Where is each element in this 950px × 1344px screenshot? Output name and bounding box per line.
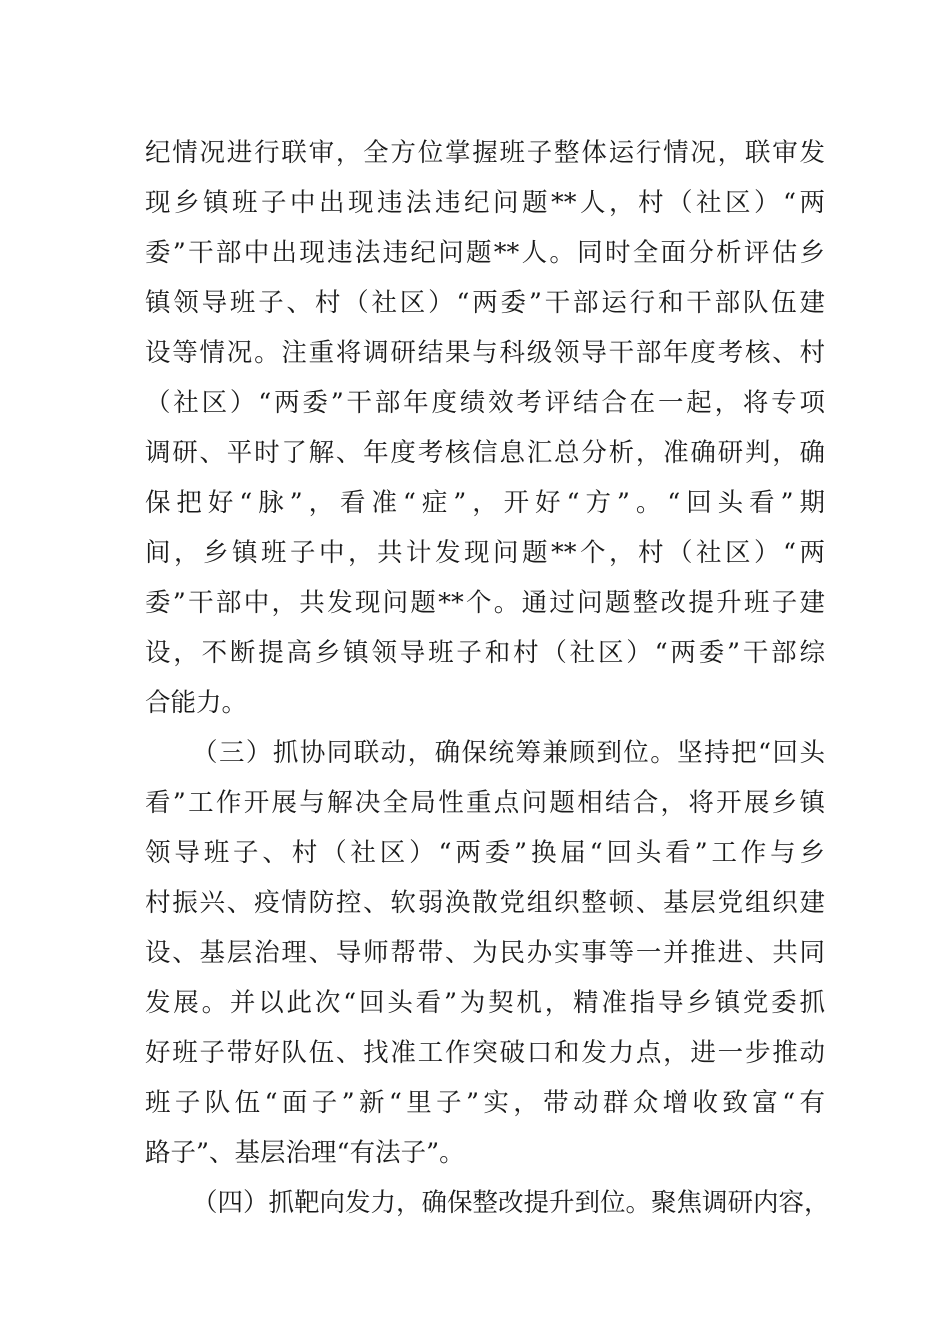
text-line: 委”干部中，共发现问题**个。通过问题整改提升班子建 [145,588,825,618]
paragraph-end-line: 合能力。 [145,688,248,718]
text-line: 间，乡镇班子中，共计发现问题**个，村（社区）“两 [145,538,825,568]
text-line: 设，不断提高乡镇领导班子和村（社区）“两委”干部综 [145,638,825,668]
text-line: 村振兴、疫情防控、软弱涣散党组织整顿、基层党组织建 [145,888,825,918]
text-line: 发展。并以此次“回头看”为契机，精准指导乡镇党委抓 [145,988,825,1018]
text-line: 调研、平时了解、年度考核信息汇总分析，准确研判，确 [145,438,825,468]
paragraph-end-line: 路子”、基层治理“有法子”。 [145,1138,465,1168]
text-line: 好班子带好队伍、找准工作突破口和发力点，进一步推动 [145,1038,825,1068]
section-heading-line: （四）抓靶向发力，确保整改提升到位。聚焦调研内容， [192,1188,830,1218]
text-line: （社区）“两委”干部年度绩效考评结合在一起，将专项 [145,388,825,418]
text-line: 纪情况进行联审，全方位掌握班子整体运行情况，联审发 [145,138,825,168]
text-line: 设等情况。注重将调研结果与科级领导干部年度考核、村 [145,338,825,368]
text-line: 领导班子、村（社区）“两委”换届“回头看”工作与乡 [145,838,825,868]
text-line: 保把好“脉”，看准“症”，开好“方”。“回头看”期 [145,488,825,518]
text-line: 镇领导班子、村（社区）“两委”干部运行和干部队伍建 [145,288,825,318]
text-line: 现乡镇班子中出现违法违纪问题**人，村（社区）“两 [145,188,825,218]
text-line: 委”干部中出现违法违纪问题**人。同时全面分析评估乡 [145,238,825,268]
section-heading-line: （三）抓协同联动，确保统筹兼顾到位。坚持把“回头 [192,738,825,768]
text-line: 设、基层治理、导师帮带、为民办实事等一并推进、共同 [145,938,825,968]
text-line: 看”工作开展与解决全局性重点问题相结合，将开展乡镇 [145,788,825,818]
text-line: 班子队伍“面子”新“里子”实，带动群众增收致富“有 [145,1088,825,1118]
